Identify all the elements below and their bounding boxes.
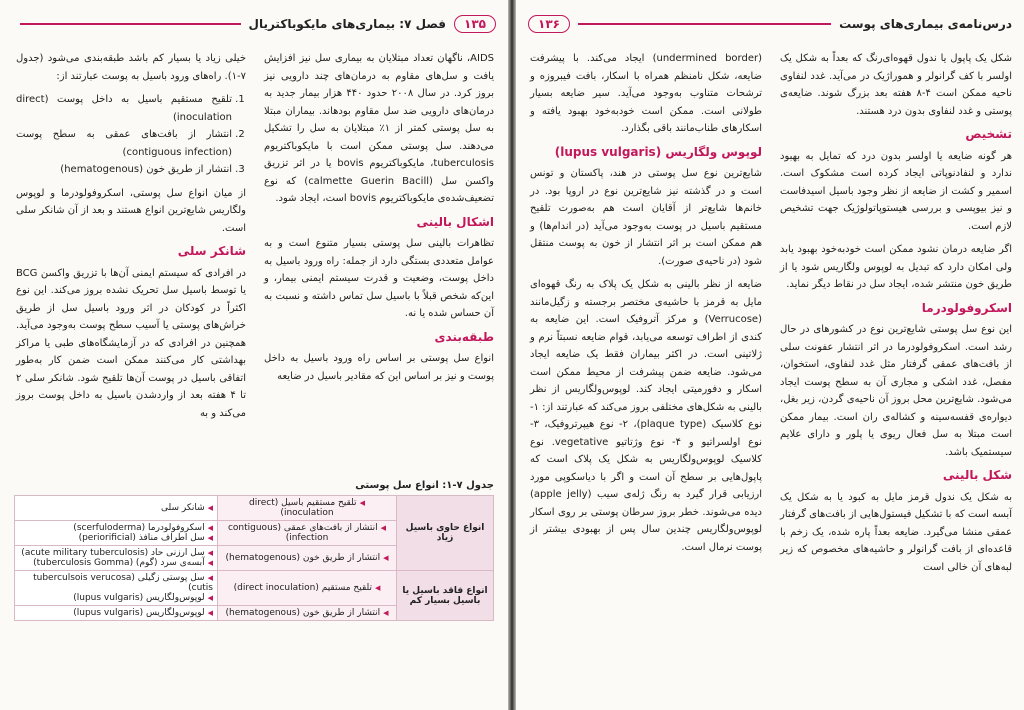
table-cutaneous-tb-types xyxy=(14,480,494,621)
entry-route-item: 1. تلقیح مستقیم باسیل به داخل پوست (direct inoculation) xyxy=(16,91,232,126)
disease-cell: ◀سل ارزنی حاد (acute military tuberculosis) ◀آبسه‌ی سرد (گوم) (tuberculosis Gomma) xyxy=(15,546,218,571)
heading-lupus-vulgaris: لوپوس ولگاریس (lupus vulgaris) xyxy=(554,144,762,159)
heading-clinical-forms: اشکال بالینی xyxy=(416,214,494,229)
left-column-2 xyxy=(16,50,246,428)
table-row xyxy=(15,496,494,521)
left-col1-para1: AIDS، ناگهان تعداد مبتلایان به بیماری سل نیز افزایش یافت و سل‌های مقاوم به درمان‌های چند دارویی نیز بروز کرد. در سال ۲۰۰۸ حدود ۴۴۰ هزار بیمار جدید به درمان‌های دارویی ضد سل مقاوم بودهاند. بیماران مبتلا به سل پوستی کمتر از ۱٪ مبتلایان به سل را تشکیل می‌دهند. سل پوستی ممکن است با مایکوباکتریوم tuberculosis، مایکوباکتریوم bovis یا در اثر تزریق واکسن سل (calmette Guerin Bacill) که نوع تضعیف‌شده‌ی مایکوباکتریوم bovis است، ایجاد شود. xyxy=(264,53,495,204)
table-row xyxy=(15,571,494,606)
right-column-2 xyxy=(530,50,762,562)
table-caption: جدول ۷-۱: انواع سل پوستی xyxy=(355,480,494,491)
disease-cell: ◀اسکروفولودرما (scerfuloderma) ◀سل اطراف منافذ (periorificial) xyxy=(15,521,218,546)
right-col1-para3: اگر ضایعه درمان نشود ممکن است خودبه‌خود بهبود یابد ولی امکان دارد که تبدیل به لوپوس ولگاریس شود یا از طریق خون منتشر شده، ایجاد سل در نقاط دیگر نماید. xyxy=(780,244,1012,290)
heading-diagnosis: تشخیص xyxy=(965,127,1012,141)
group-label: انواع فاقد باسیل یا باسیل بسیار کم xyxy=(397,571,494,621)
classification-table xyxy=(14,495,494,621)
route-cell: ◀تلقیح مستقیم باسیل (direct inoculation) xyxy=(218,496,397,521)
disease-cell: ◀سل پوستی زگیلی (tuberculsois verucosa cutis) ◀لوپوس‌ولگاریس (lupus vulgaris) xyxy=(15,571,218,606)
group-label: انواع حاوی باسیل زیاد xyxy=(397,496,494,571)
heading-clinical-form: شکل بالینی xyxy=(942,468,1012,482)
right-page-number: ۱۳۶ xyxy=(528,15,570,33)
right-col2-para1: (undermined border) ایجاد می‌کند. با پیشرفت ضایعه، شکل نامنظم همراه با اسکار، بافت فیبروزه و ترشحات متناوب به‌وجود می‌آید. سیر ضایعه بسیار طولانی است. ممکن است خودبه‌خود بهبود یافته و اسکارهای طناب‌مانند باقی بگذارد. xyxy=(530,53,762,134)
left-chapter-title: فصل ۷: بیماری‌های مایکوباکتریال xyxy=(248,17,447,31)
entry-route-item: 3. انتشار از طریق خون (hematogenous) xyxy=(16,161,232,179)
heading-tuberculous-chancre: شانکر سلی xyxy=(177,244,246,258)
left-col2-para1: خیلی زیاد یا بسیار کم باشد طبقه‌بندی می‌شود (جدول ۷-۱). راه‌های ورود باسیل به پوست عبارتند از: xyxy=(16,53,246,82)
right-header-rule xyxy=(578,23,831,25)
left-header-rule xyxy=(20,23,241,25)
left-col1-para2: تظاهرات بالینی سل پوستی بسیار متنوع است و به عوامل متعددی بستگی دارد از جمله: راه ورود باسیل به داخل پوست، وضعیت و قدرت سیستم ایمنی بیمار، و این‌که شخص قبلاً با باسیل سل تماس داشته و نسبت به آن حساس شده یا نه. xyxy=(264,238,494,319)
entry-route-item: 2. انتشار از بافت‌های عمقی به سطح پوست (contiguous infection) xyxy=(16,126,232,161)
book-spine xyxy=(508,0,516,710)
disease-cell: ◀شانکر سلی xyxy=(15,496,218,521)
route-cell: ◀انتشار از طریق خون (hematogenous) xyxy=(218,546,397,571)
entry-routes-list xyxy=(16,91,246,179)
right-column-1 xyxy=(780,50,1012,582)
right-col1-para4: این نوع سل پوستی شایع‌ترین نوع در کشورهای در حال رشد است. اسکروفولودرما در اثر انتشار عفونت سلی از بافت‌های عمقی گرفتار مثل غدد لنفاوی، استخوان، مفصل، غدد اشکی و مجاری آن به سطح پوست ایجاد می‌شود. شایع‌ترین محل بروز آن ناحیه‌ی گردن، زیر بغل، دیواره‌ی قفسه‌سینه و کشاله‌ی ران است. بیمار ممکن است مبتلا به سل فعال ریوی یا پلور و دارای علایم سیستمیک باشد. xyxy=(780,324,1012,458)
left-col2-para2: از میان انواع سل پوستی، اسکروفولودرما و لوپوس ولگاریس شایع‌ترین انواع هستند و بعد از آن شانکر سلی است. xyxy=(16,187,246,234)
left-page-header xyxy=(12,8,496,40)
right-col2-para3: ضایعه از نظر بالینی به شکل یک پلاک به رنگ قهوه‌ای مایل به قرمز با حاشیه‌ی مختصر برجسته و زگیل‌مانند (Verrucose) و مرکز آتروفیک است. این ضایعه به کندی از اطراف توسعه می‌یابد، قوام ضایعه نسبتاً نرم و ژلاتینی است. در اکثر بیماران فقط یک ضایعه ایجاد می‌شود. ضایعه ضمن پیشرفت از محیط ممکن است اسکار و دفورمیتی ایجاد کند. لوپوس‌ولگاریس از نظر بالینی به شکل‌های مختلفی بروز می‌کند که عبارتند از: ۱- نوع کلاسیک (plaque type)، ۲- نوع هیپرتروفیک، ۳- نوع اولسراتیو و ۴- نوع وژتاتیو vegetative. نوع کلاسیک لوپوس‌ولگاریس به شکل یک پلاک است که پاپول‌هایی بر سطح آن است و اگر با دیاسکوپی مورد ارزیابی قرار گیرد به رنگ ژله‌ی سیب (apple jelly) دیده می‌شوند. خطر بروز سرطان پوستی بر روی اسکار لوپوس‌ولگاریس چندین سال پس از بهبودی بیشتر از پوست نرمال است. xyxy=(530,279,763,553)
disease-cell: ◀لوپوس‌ولگاریس (lupus vulgaris) xyxy=(15,606,218,621)
right-book-title: درس‌نامه‌ی بیماری‌های پوست xyxy=(839,17,1012,31)
heading-classification: طبقه‌بندی xyxy=(434,329,494,344)
left-page xyxy=(0,0,508,710)
right-col1-para1: شکل یک پاپول یا ندول قهوه‌ای‌رنگ که بعداً به شکل یک اولسر با کف گرانولر و هموراژیک در می‌آید. غدد لنفاوی ناحیه ممکن است ۴-۸ هفته بعد بزرگ شوند. ضایعه‌ی پوستی و غدد لنفاوی بدون درد هستند. xyxy=(780,53,1012,117)
right-page-header xyxy=(528,8,1012,40)
left-column-1 xyxy=(264,50,494,391)
right-col1-para2: هر گونه ضایعه یا اولسر بدون درد که تمایل به بهبود ندارد و لنفادنوپاتی ایجاد کرده است مشکوک است. اسمیر و کشت از ضایعه از نظر وجود باسیل اسیدفاست و نیز بیوپسی و بررسی هیستوپاتولوژیک جهت تشخیص لازم است. xyxy=(780,150,1012,232)
route-cell: ◀انتشار از بافت‌های عمقی (contiguous infection) xyxy=(218,521,397,546)
right-col2-para2: شایع‌ترین نوع سل پوستی در هند، پاکستان و تونس است و در گذشته نیز شایع‌ترین نوع در اروپا بود. در خانم‌ها شایع‌تر از آقایان است هم به‌صورت تلقیح مستقیم باسیل در پوست به‌وجود می‌آید (در اندام‌ها) و هم ممکن است بر اثر انتشار از خون به پوست منتقل شود (در ناحیه‌ی صورت). xyxy=(530,168,762,267)
route-cell: ◀انتشار از طریق خون (hematogenous) xyxy=(218,606,397,621)
left-page-number: ۱۳۵ xyxy=(454,15,496,33)
left-col2-para3: در افرادی که سیستم ایمنی آن‌ها با تزریق واکسن BCG یا توسط باسیل سل تحریک نشده بروز می‌کند. این نوع اکثراً در کودکان در اثر ورود باسیل سل از طریق خراش‌های پوستی یا آسیب سطح پوست به‌وجود می‌آید. همچنین در افرادی که در آزمایشگاه‌های طبی یا مراکز بهداشتی کار می‌کنند ممکن است ضمن کار به‌طور اتفاقی باسیل در پوست آن‌ها تلقیح شود. شانکر سلی ۲ تا ۴ هفته بعد از واردشدن باسیل به داخل پوست بروز می‌کند و به xyxy=(16,267,246,419)
heading-scrofuloderma: اسکروفولودرما xyxy=(921,300,1012,315)
left-col1-para3: انواع سل پوستی بر اساس راه ورود باسیل به داخل پوست و نیز بر اساس این که مقادیر باسیل در ضایعه xyxy=(264,353,494,382)
right-col1-para5: به شکل یک ندول قرمز مایل به کبود یا به شکل یک آبسه است که با تشکیل فیستول‌هایی از بافت‌های گرفتار عمقی منشا می‌گیرد. ضایعه بعداً پاره شده، یک زخم با قاعده‌ای از بافت گرانولر و حاشیه‌های مخصوص که زیر لبه‌های آن خالی است xyxy=(780,491,1012,573)
route-cell: ◀تلقیح مستقیم (direct inoculation) xyxy=(218,571,397,606)
right-page xyxy=(516,0,1024,710)
